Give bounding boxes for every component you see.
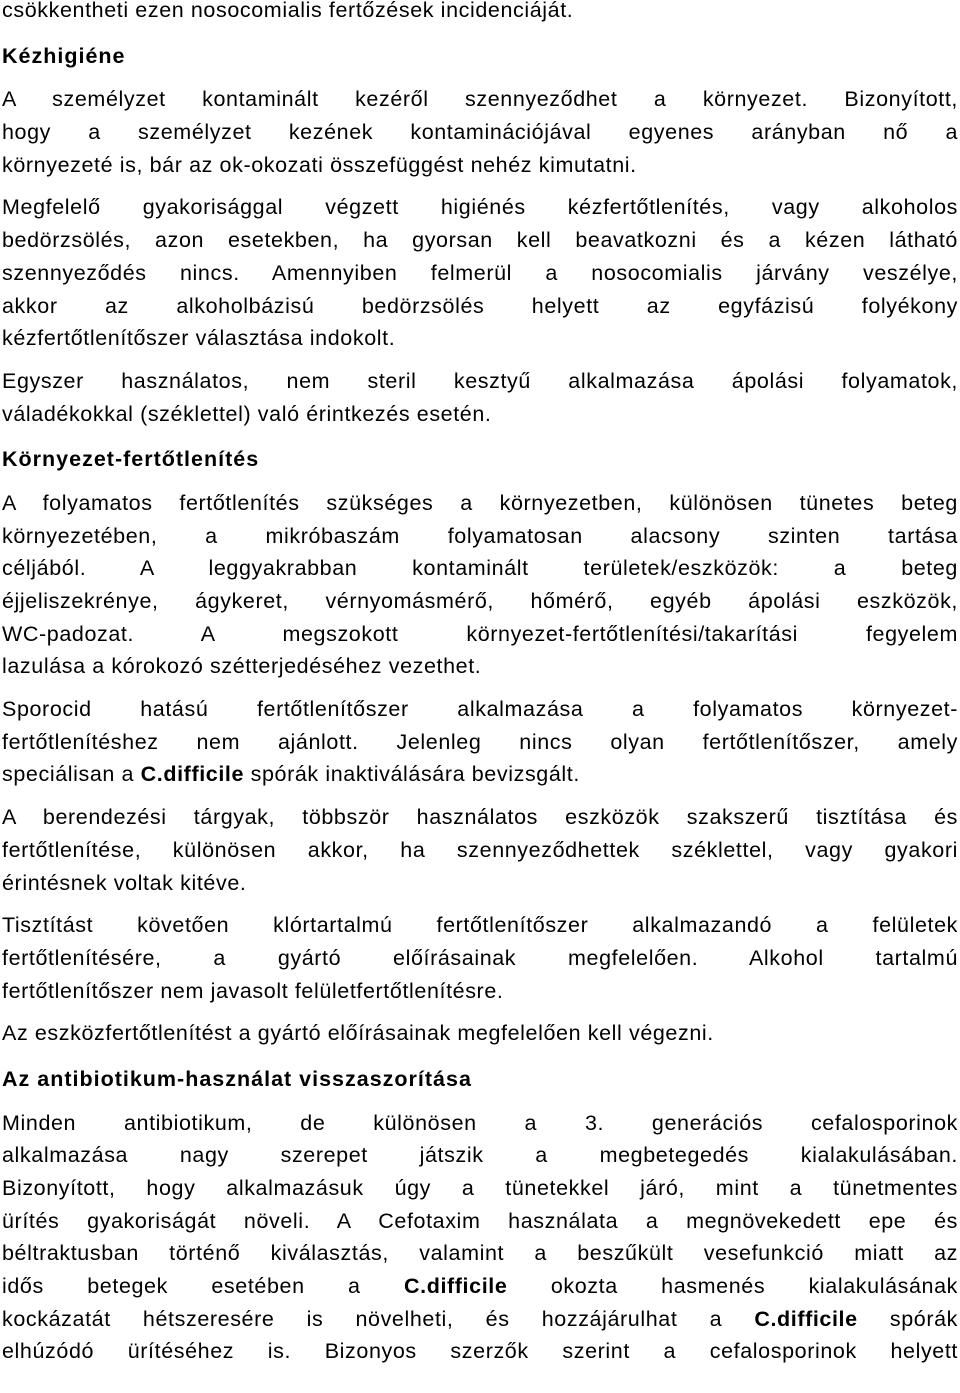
text-line: ürítés gyakoriságát növeli. A Cefotaxim használata a megnövekedett epe és: [2, 1208, 958, 1233]
organism-name: C.difficile: [404, 1274, 508, 1299]
text-run: okozta hasmenés kialakulásának: [507, 1274, 958, 1299]
text-line: alkalmazása nagy szerepet játszik a megbetegedés kialakulásában.: [2, 1143, 958, 1168]
text-line: fertőtlenítéshez nem ajánlott. Jelenleg nincs olyan fertőtlenítőszer, amely: [2, 729, 958, 754]
section-heading-environment-disinfection: Környezet-fertőtlenítés: [2, 447, 260, 472]
text-line: környezeté is, bár az ok-okozati összefüggést nehéz kimutatni.: [2, 152, 637, 177]
text-line: Az eszközfertőtlenítést a gyártó előírásainak megfelelően kell végezni.: [2, 1021, 714, 1046]
text-line: fertőtlenítőszer nem javasolt felületfertőtlenítésre.: [2, 978, 504, 1003]
text-line: váladékokkal (széklettel) való érintkezés esetén.: [2, 401, 492, 426]
document-body: [2, 0, 958, 1368]
paragraph: [2, 83, 958, 181]
text-run: speciálisan a: [2, 762, 141, 787]
text-line: környezetében, a mikróbaszám folyamatosan alacsony szinten tartása: [2, 523, 958, 548]
text-line: hogy a személyzet kezének kontaminációjával egyenes arányban nő a: [2, 120, 958, 145]
text-line: elhúzódó ürítéséhez is. Bizonyos szerzők szerint a cefalosporinok helyett: [2, 1339, 958, 1364]
paragraph: [2, 693, 958, 791]
intro-line: csökkentheti ezen nosocomialis fertőzések incidenciáját.: [2, 0, 574, 22]
text-run: spórák inaktiválására bevizsgált.: [244, 762, 580, 787]
text-line: Egyszer használatos, nem steril kesztyű alkalmazása ápolási folyamatok,: [2, 368, 958, 393]
organism-name: C.difficile: [754, 1306, 858, 1331]
text-run: idős betegek esetében a: [2, 1274, 405, 1299]
text-line: céljából. A leggyakrabban kontaminált területek/eszközök: a beteg: [2, 556, 958, 581]
text-line: WC-padozat. A megszokott környezet-fertőtlenítési/takarítási fegyelem: [2, 621, 958, 646]
text-line: [2, 1303, 958, 1336]
text-line: érintésnek voltak kitéve.: [2, 870, 247, 895]
text-line: fertőtlenítése, különösen akkor, ha szennyeződhettek széklettel, vagy gyakori: [2, 837, 958, 862]
paragraph: [2, 1017, 958, 1050]
text-line: kézfertőtlenítőszer választása indokolt.: [2, 326, 396, 351]
text-line: éjjeliszekrénye, ágykeret, vérnyomásmérő, hőmérő, egyéb ápolási eszközök,: [2, 589, 958, 613]
text-line: Megfelelő gyakorisággal végzett higiénés kézfertőtlenítés, vagy alkoholos: [2, 195, 958, 220]
text-line: lazulása a kórokozó szétterjedéséhez vezethet.: [2, 654, 482, 679]
text-line: fertőtlenítésére, a gyártó előírásainak megfelelően. Alkohol tartalmú: [2, 945, 958, 970]
text-line: Minden antibiotikum, de különösen a 3. generációs cefalosporinok: [2, 1110, 958, 1135]
text-line: Tisztítást követően klórtartalmú fertőtlenítőszer alkalmazandó a felületek: [2, 913, 958, 938]
section-heading-hand-hygiene: Kézhigiéne: [2, 43, 126, 68]
organism-name: C.difficile: [140, 762, 245, 787]
text-line: béltraktusban történő kiválasztás, valamint a beszűkült vesefunkció miatt az: [2, 1241, 958, 1266]
paragraph: [2, 909, 958, 1007]
paragraph: [2, 487, 958, 683]
text-line: A berendezési tárgyak, többször használatos eszközök szakszerű tisztítása és: [2, 805, 958, 830]
text-line: Bizonyított, hogy alkalmazásuk úgy a tünetekkel járó, mint a tünetmentes: [2, 1176, 958, 1200]
section-heading-antibiotics: Az antibiotikum-használat visszaszorítása: [2, 1066, 472, 1091]
paragraph: [2, 191, 958, 354]
paragraph: [2, 801, 958, 899]
text-line: bedörzsölés, azon esetekben, ha gyorsan kell beavatkozni és a kézen látható: [2, 228, 958, 253]
paragraph: [2, 365, 958, 430]
paragraph: [2, 1107, 958, 1369]
text-run: spórák: [857, 1306, 958, 1331]
text-line: [2, 758, 958, 791]
text-run: kockázatát hétszeresére is növelheti, és hozzájárulhat a: [2, 1306, 755, 1331]
text-line: A személyzet kontaminált kezéről szennyeződhet a környezet. Bizonyított,: [2, 87, 958, 112]
text-line: A folyamatos fertőtlenítés szükséges a környezetben, különösen tünetes beteg: [2, 490, 958, 515]
text-line: [2, 1270, 958, 1303]
text-line: akkor az alkoholbázisú bedörzsölés helyett az egyfázisú folyékony: [2, 293, 958, 318]
text-line: Sporocid hatású fertőtlenítőszer alkalmazása a folyamatos környezet-: [2, 697, 958, 722]
text-line: szennyeződés nincs. Amennyiben felmerül a nosocomialis járvány veszélye,: [2, 260, 958, 285]
